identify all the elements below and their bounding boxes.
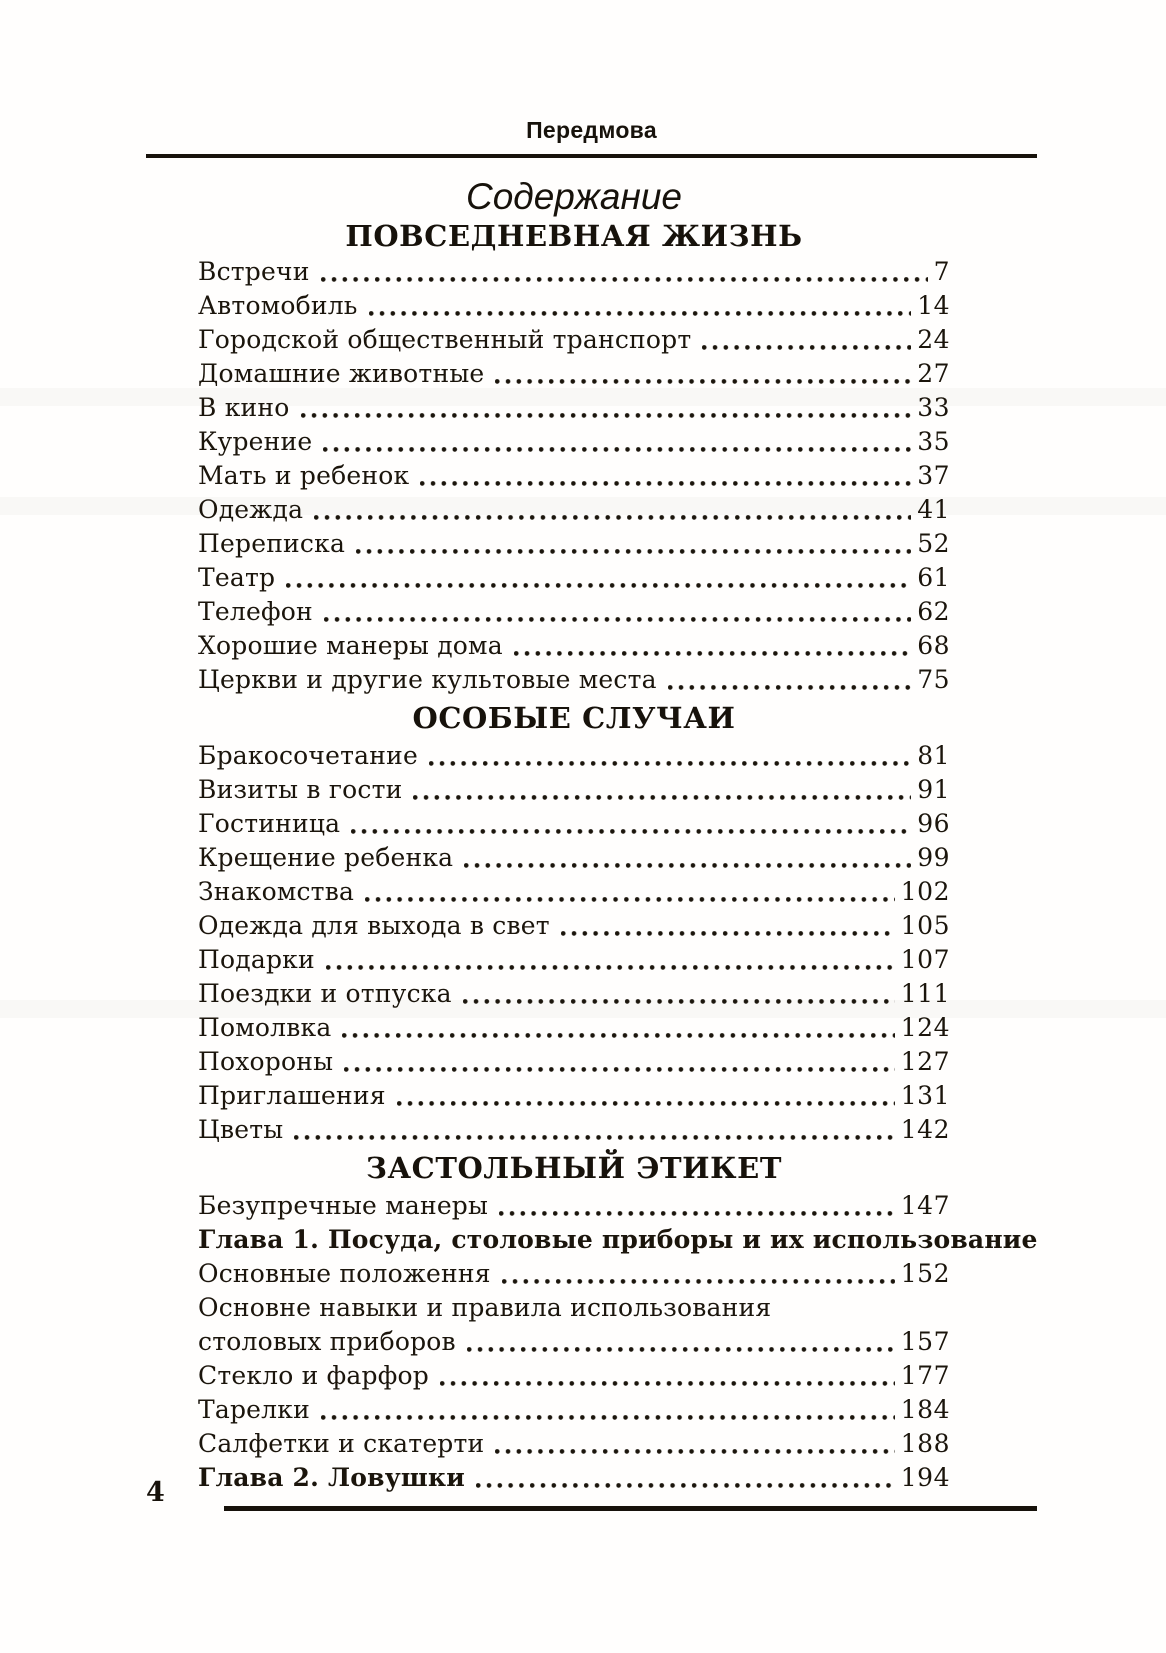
toc-entry-title: Знакомства xyxy=(198,877,355,906)
toc-entry-page: 105 xyxy=(900,911,950,940)
toc-entry xyxy=(198,943,950,977)
toc-entry xyxy=(198,1393,950,1427)
toc-entry-title: Домашние животные xyxy=(198,359,485,388)
toc-entry-title: Хорошие манеры дома xyxy=(198,631,503,660)
toc-entry-title: Глава 2. Ловушки xyxy=(198,1463,465,1492)
toc-entry-title: Цветы xyxy=(198,1115,284,1144)
toc-entry-page: 131 xyxy=(900,1081,950,1110)
toc-entry-title: Бракосочетание xyxy=(198,741,418,770)
dot-leader xyxy=(561,931,895,936)
toc-entry-page: 52 xyxy=(917,529,950,558)
dot-leader xyxy=(365,897,895,902)
toc-entry xyxy=(198,459,950,493)
dot-leader xyxy=(323,447,911,452)
toc-entry-page: 27 xyxy=(917,359,950,388)
toc-entry xyxy=(198,1461,950,1495)
dot-leader xyxy=(321,1415,895,1420)
dot-leader xyxy=(369,311,912,316)
toc-entry-page: 107 xyxy=(900,945,950,974)
toc-section-heading: ОСОБЫЕ СЛУЧАИ xyxy=(412,701,736,735)
dot-leader xyxy=(356,549,911,554)
toc-entry-page: 24 xyxy=(917,325,950,354)
dot-leader xyxy=(467,1347,895,1352)
toc-title: Содержание xyxy=(465,176,683,217)
toc-entry xyxy=(198,255,950,289)
toc-entry-page: 127 xyxy=(900,1047,950,1076)
toc-entry xyxy=(198,1359,950,1393)
toc-entry-title: Основне навыки и правила использования xyxy=(198,1293,772,1322)
toc-entry xyxy=(198,773,950,807)
toc-entry-title: Тарелки xyxy=(198,1395,310,1424)
toc-entry-page: 81 xyxy=(917,741,950,770)
toc-entry-page: 111 xyxy=(900,979,950,1008)
dot-leader xyxy=(321,277,928,282)
toc-entry xyxy=(198,841,950,875)
toc-entry-title: Телефон xyxy=(198,597,313,626)
toc-entry xyxy=(198,561,950,595)
toc-entry-page: 75 xyxy=(917,665,950,694)
toc-entry xyxy=(198,357,950,391)
header-rule xyxy=(146,154,1037,158)
toc-entry-page: 99 xyxy=(917,843,950,872)
dot-leader xyxy=(668,685,911,690)
toc-entry xyxy=(198,1427,950,1461)
toc-entry-title: Встречи xyxy=(198,257,310,286)
page-number: 4 xyxy=(146,1477,165,1508)
toc-entry xyxy=(198,977,950,1011)
toc-entry-page: 184 xyxy=(900,1395,950,1424)
toc-entry-title: Автомобиль xyxy=(198,291,358,320)
toc-entry-title: Приглашения xyxy=(198,1081,386,1110)
dot-leader xyxy=(326,965,895,970)
toc-entry-page: 68 xyxy=(917,631,950,660)
toc-entry-page: 194 xyxy=(900,1463,950,1492)
toc-entry-page: 102 xyxy=(900,877,950,906)
toc-entry-page: 124 xyxy=(900,1013,950,1042)
toc-entry xyxy=(198,323,950,357)
toc-entry-title: Курение xyxy=(198,427,313,456)
toc-content xyxy=(198,176,1038,1495)
toc-entry-title: Церкви и другие культовые места xyxy=(198,665,657,694)
dot-leader xyxy=(342,1033,894,1038)
dot-leader xyxy=(314,515,911,520)
toc-entry-title: Помолвка xyxy=(198,1013,332,1042)
toc-entry-page: 96 xyxy=(917,809,950,838)
toc-entry-page: 147 xyxy=(900,1191,950,1220)
toc-entry xyxy=(198,739,950,773)
toc-entry-page: 142 xyxy=(900,1115,950,1144)
toc-entry-page: 157 xyxy=(900,1327,950,1356)
dot-leader xyxy=(294,1135,894,1140)
dot-leader xyxy=(514,651,911,656)
toc-list xyxy=(198,217,1038,1495)
toc-entry xyxy=(198,1045,950,1079)
dot-leader xyxy=(429,761,911,766)
toc-entry xyxy=(198,527,950,561)
toc-chapter-row xyxy=(198,1223,1038,1257)
toc-entry xyxy=(198,493,950,527)
toc-entry-title: Безупречные манеры xyxy=(198,1191,489,1220)
toc-entry-page: 188 xyxy=(900,1429,950,1458)
dot-leader xyxy=(324,617,911,622)
dot-leader xyxy=(286,583,911,588)
toc-entry xyxy=(198,425,950,459)
toc-entry-page: 14 xyxy=(917,291,950,320)
toc-entry-title: Театр xyxy=(198,563,276,592)
toc-entry-page: 152 xyxy=(900,1259,950,1288)
toc-entry-page: 177 xyxy=(900,1361,950,1390)
toc-entry-title: Одежда xyxy=(198,495,304,524)
toc-entry xyxy=(198,875,950,909)
dot-leader xyxy=(702,345,911,350)
dot-leader xyxy=(351,829,911,834)
toc-entry-title: В кино xyxy=(198,393,290,422)
dot-leader xyxy=(495,379,911,384)
toc-entry-title: Поездки и отпуска xyxy=(198,979,452,1008)
dot-leader xyxy=(440,1381,895,1386)
dot-leader xyxy=(502,1279,895,1284)
toc-entry xyxy=(198,289,950,323)
dot-leader xyxy=(495,1449,894,1454)
toc-entry-page: 7 xyxy=(933,257,950,286)
toc-section-heading: ЗАСТОЛЬНЫЙ ЭТИКЕТ xyxy=(365,1151,783,1185)
toc-entry xyxy=(198,909,950,943)
toc-entry xyxy=(198,1079,950,1113)
toc-entry-page: 62 xyxy=(917,597,950,626)
toc-entry-title: Одежда для выхода в свет xyxy=(198,911,550,940)
toc-entry-title: Крещение ребенка xyxy=(198,843,454,872)
toc-entry-title: Переписка xyxy=(198,529,346,558)
toc-entry xyxy=(198,1011,950,1045)
dot-leader xyxy=(413,795,911,800)
toc-entry-title: Подарки xyxy=(198,945,315,974)
dot-leader xyxy=(463,999,895,1004)
dot-leader xyxy=(464,863,911,868)
dot-leader xyxy=(476,1483,895,1488)
toc-entry xyxy=(198,629,950,663)
toc-entry xyxy=(198,391,950,425)
toc-entry-page: 91 xyxy=(917,775,950,804)
toc-entry-title: Глава 1. Посуда, столовые приборы и их использование xyxy=(198,1225,1038,1254)
toc-entry-page: 41 xyxy=(917,495,950,524)
toc-section-heading: ПОВСЕДНЕВНАЯ ЖИЗНЬ xyxy=(345,219,803,253)
toc-entry-title: Мать и ребенок xyxy=(198,461,410,490)
dot-leader xyxy=(420,481,911,486)
toc-entry-title: Визиты в гости xyxy=(198,775,403,804)
toc-entry-title: Основные положення xyxy=(198,1259,491,1288)
toc-entry-page: 35 xyxy=(917,427,950,456)
toc-entry-page: 33 xyxy=(917,393,950,422)
dot-leader xyxy=(344,1067,895,1072)
toc-entry xyxy=(198,1325,950,1359)
toc-entry-title: Городской общественный транспорт xyxy=(198,325,692,354)
dot-leader xyxy=(499,1211,895,1216)
toc-entry-title: Салфетки и скатерти xyxy=(198,1429,485,1458)
toc-entry xyxy=(198,807,950,841)
toc-entry-page: 37 xyxy=(917,461,950,490)
toc-entry xyxy=(198,1113,950,1147)
toc-entry xyxy=(198,663,950,697)
toc-entry-title: столовых приборов xyxy=(198,1327,456,1356)
running-head: Передмова xyxy=(526,117,657,143)
footer-rule xyxy=(224,1506,1037,1511)
toc-entry-title: Похороны xyxy=(198,1047,334,1076)
toc-entry xyxy=(198,1189,950,1223)
toc-entry-page: 61 xyxy=(917,563,950,592)
toc-entry xyxy=(198,595,950,629)
toc-entry xyxy=(198,1257,950,1291)
dot-leader xyxy=(301,413,912,418)
toc-entry-title: Гостиница xyxy=(198,809,341,838)
toc-entry-title: Стекло и фарфор xyxy=(198,1361,429,1390)
dot-leader xyxy=(397,1101,895,1106)
toc-entry xyxy=(198,1291,950,1325)
